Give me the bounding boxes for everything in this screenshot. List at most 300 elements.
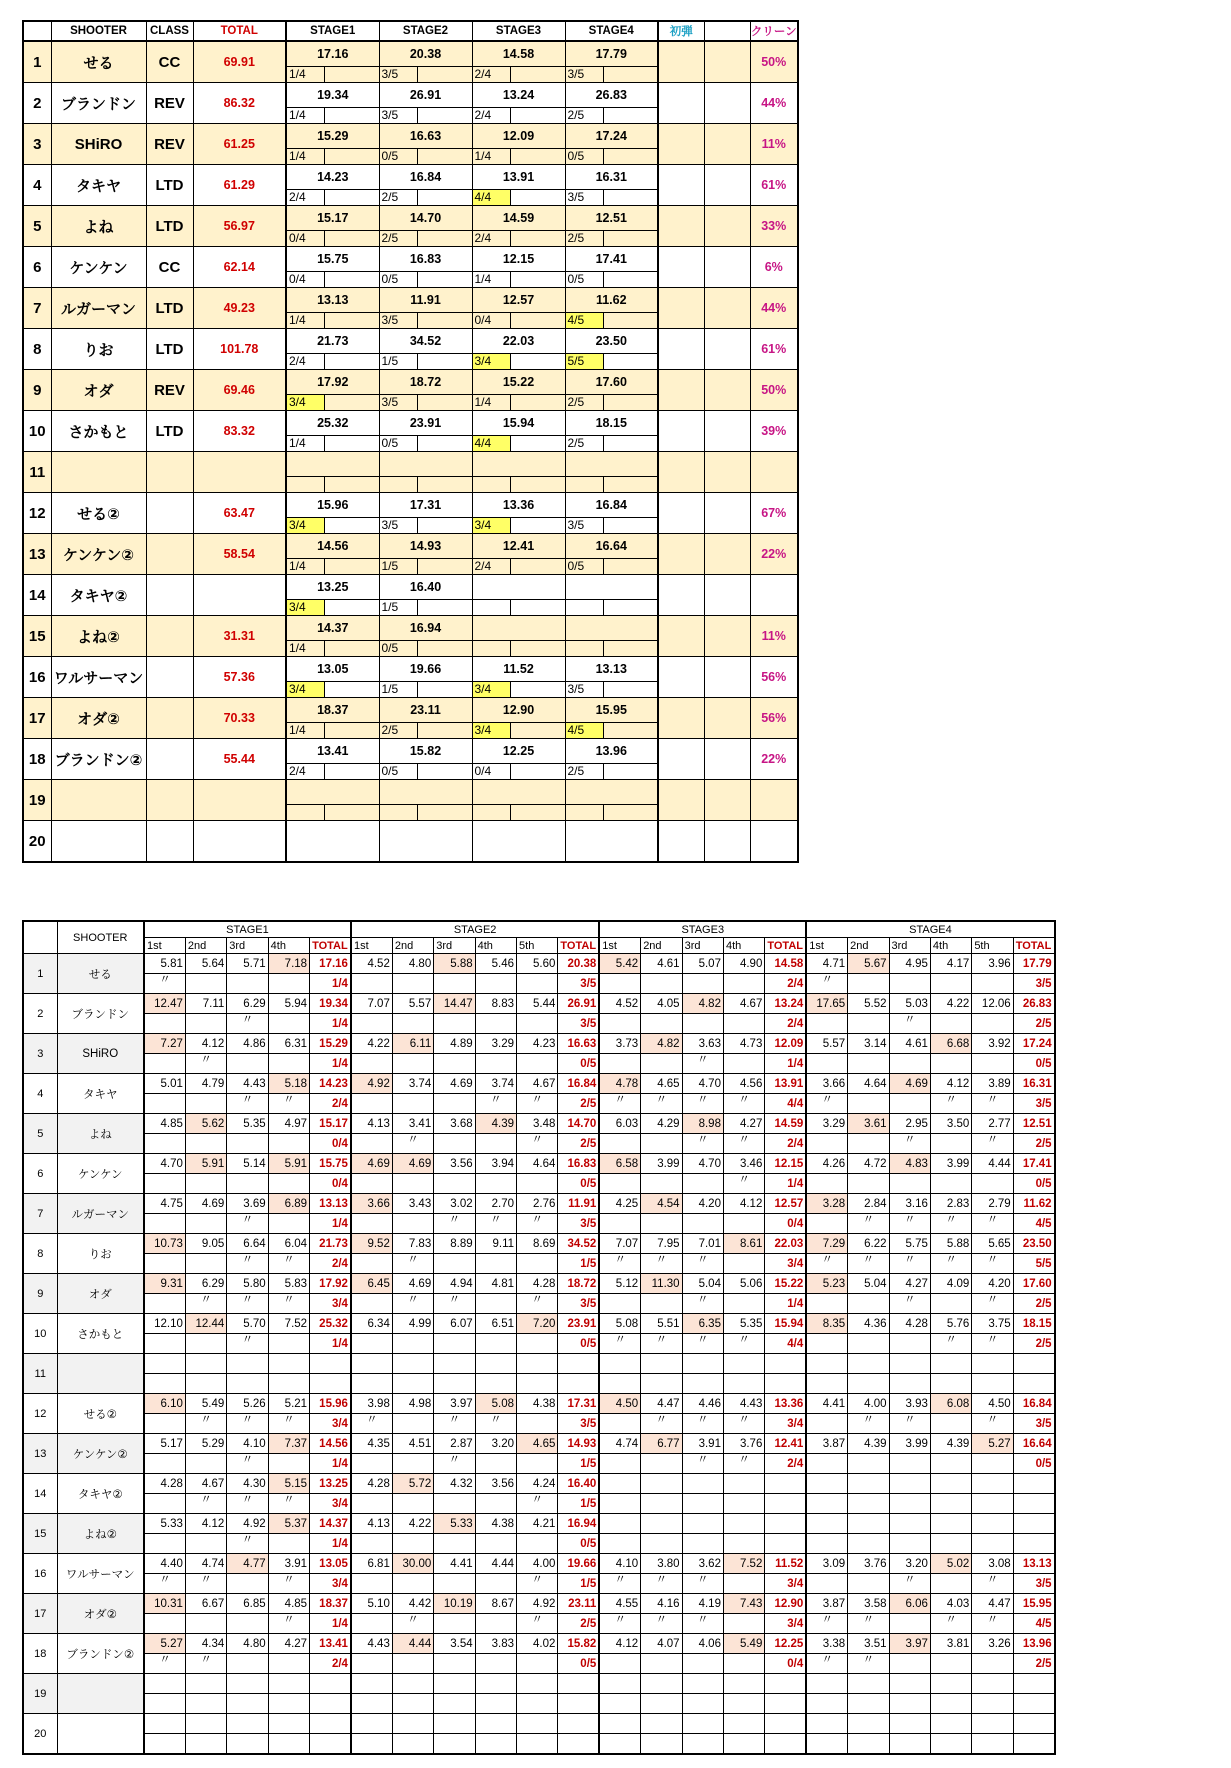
- shot-time: 3.29: [475, 1034, 516, 1054]
- stage-hits-row: [473, 435, 565, 451]
- stage-hits-row: [473, 681, 565, 697]
- total-cell: 61.25: [193, 124, 286, 165]
- hit-mark: [972, 1654, 1013, 1674]
- stage-hits-blank: [511, 805, 564, 820]
- stage3-cell: [472, 370, 565, 411]
- hit-mark-glyph: 〃: [241, 1253, 254, 1266]
- stage-total: 17.92: [310, 1274, 351, 1294]
- stage-hits-row: [473, 558, 565, 574]
- hit-mark: [682, 1374, 723, 1394]
- stage-hits: 2/4: [473, 231, 512, 246]
- shot-time: 4.74: [599, 1434, 640, 1454]
- stage-hits: 3/4: [310, 1414, 351, 1434]
- shot-time: 8.35: [806, 1314, 847, 1334]
- shot-time: 7.52: [268, 1314, 309, 1334]
- shot-time: 4.12: [723, 1194, 764, 1214]
- stage-hits-blank: [511, 395, 564, 410]
- shot-label-header: 1st: [806, 938, 847, 954]
- stage-time: 16.31: [595, 170, 627, 184]
- shot-time: 4.89: [434, 1034, 475, 1054]
- stage-time: 13.13: [317, 293, 349, 307]
- stage4-cell: [565, 206, 658, 247]
- stage-time: 34.52: [409, 334, 442, 348]
- shot-time: [972, 1674, 1013, 1694]
- stage-time: 13.36: [502, 498, 535, 512]
- stage-hits-blank: [604, 190, 657, 205]
- stage-hits: 0/5: [558, 1334, 599, 1354]
- hit-mark-glyph: 〃: [283, 1413, 295, 1426]
- shooter-name: さかもと: [51, 411, 146, 452]
- hit-mark-glyph: 〃: [490, 1413, 502, 1426]
- hit-mark-glyph: 〃: [821, 1653, 833, 1666]
- stage-hits-row: [287, 435, 379, 451]
- hit-mark: [475, 1134, 516, 1154]
- stage-total: 16.83: [558, 1154, 599, 1174]
- stage2-cell: [379, 288, 472, 329]
- shot-time: 4.82: [682, 994, 723, 1014]
- shot-time: 5.57: [392, 994, 433, 1014]
- stage-hits: 3/5: [558, 974, 599, 994]
- shot-time: [185, 1354, 226, 1374]
- shot-time: [392, 1674, 433, 1694]
- hit-mark: [599, 1254, 640, 1274]
- shot-time: 5.83: [268, 1274, 309, 1294]
- hit-mark: [144, 1534, 185, 1554]
- stage-hits-row: [287, 107, 379, 123]
- stage-hits: [1013, 1734, 1054, 1755]
- stage-hits-blank: [325, 436, 378, 451]
- first-shot-cell-2: [704, 83, 750, 124]
- shot-time: 30.00: [392, 1554, 433, 1574]
- shot-time: [806, 1354, 847, 1374]
- detail-row: [23, 1074, 1055, 1094]
- stage-time: [287, 454, 379, 474]
- stage-hits: [310, 1734, 351, 1755]
- stage-hits-row: [566, 66, 658, 82]
- hit-mark: [806, 1094, 847, 1114]
- hit-mark: [434, 1134, 475, 1154]
- stage-hits: 1/4: [310, 1014, 351, 1034]
- hit-mark: [227, 974, 268, 994]
- stage2-cell: [379, 616, 472, 657]
- hit-mark: [434, 1734, 475, 1755]
- shot-time: [351, 1714, 392, 1734]
- shot-time: [599, 1514, 640, 1534]
- stage-time: 15.94: [502, 416, 535, 430]
- stage-hits-blank: [418, 436, 471, 451]
- stage-total: 15.94: [765, 1314, 806, 1334]
- shot-label-header: 4th: [930, 938, 971, 954]
- stage-hits-blank: [325, 108, 378, 123]
- shot-time: 4.12: [930, 1074, 971, 1094]
- first-shot-cell-2: [704, 247, 750, 288]
- hit-mark-glyph: 〃: [200, 1653, 212, 1666]
- hit-mark: [144, 1254, 185, 1274]
- hit-mark: [848, 1134, 889, 1154]
- stage-hits: 2/4: [473, 559, 512, 574]
- shot-time: 5.15: [268, 1474, 309, 1494]
- stage-hits-blank: [325, 190, 378, 205]
- shooter-name: ルガーマン: [51, 288, 146, 329]
- shot-label-header: 2nd: [848, 938, 889, 954]
- stage-time: 12.15: [502, 252, 535, 266]
- hit-mark: [144, 1054, 185, 1074]
- hit-mark: [185, 1054, 226, 1074]
- stage-hits: [566, 805, 604, 820]
- shot-time: 3.63: [682, 1034, 723, 1054]
- stage-hits-row: [566, 599, 658, 615]
- class-cell: LTD: [146, 288, 193, 329]
- detail-row: [23, 994, 1055, 1014]
- hit-mark: [972, 1574, 1013, 1594]
- detail-row-hits: [23, 1654, 1055, 1674]
- stage1-cell: [286, 575, 379, 616]
- shot-time: 3.69: [227, 1194, 268, 1214]
- stage-hits-row: [566, 804, 658, 820]
- stage-time: 14.56: [317, 539, 349, 553]
- first-shot-cell-2: [704, 657, 750, 698]
- hit-mark: [723, 1494, 764, 1514]
- stage-hits: 3/4: [765, 1414, 806, 1434]
- stage-total-header: TOTAL: [1013, 938, 1054, 954]
- stage-time: 26.83: [595, 88, 627, 102]
- stage-hits-blank: [511, 436, 564, 451]
- hit-mark: [848, 1414, 889, 1434]
- hit-mark: [972, 1614, 1013, 1634]
- shot-time: 17.65: [806, 994, 847, 1014]
- hit-mark-glyph: 〃: [738, 1093, 750, 1106]
- stage-hits-blank: [418, 477, 471, 492]
- stage-hits: 1/4: [310, 1454, 351, 1474]
- hit-mark: [144, 1414, 185, 1434]
- hit-mark: [930, 1414, 971, 1434]
- hit-mark: [682, 1334, 723, 1354]
- stage-hits: [765, 1494, 806, 1514]
- row-number: 6: [23, 247, 51, 288]
- hit-mark: [185, 1294, 226, 1314]
- shot-time: 4.12: [599, 1634, 640, 1654]
- shot-time: 3.62: [682, 1554, 723, 1574]
- stage-hits: 2/4: [310, 1254, 351, 1274]
- shot-time: 3.96: [972, 954, 1013, 974]
- shot-time: 14.47: [434, 994, 475, 1014]
- shot-time: [599, 1354, 640, 1374]
- stage-time: 17.92: [317, 375, 349, 389]
- stage-hits: 2/4: [765, 1014, 806, 1034]
- hit-mark: [227, 1214, 268, 1234]
- stage-hits-row: [380, 640, 472, 656]
- shot-time: 3.83: [475, 1634, 516, 1654]
- class-cell: [146, 616, 193, 657]
- stage-time: 16.84: [595, 498, 627, 512]
- shooter-name: ブランドン: [51, 83, 146, 124]
- stage-total: 18.72: [558, 1274, 599, 1294]
- stage-hits-blank: [604, 682, 657, 697]
- stage-hits-blank: [511, 518, 564, 533]
- hit-mark: [682, 1014, 723, 1034]
- hit-mark: [682, 1054, 723, 1074]
- hit-mark-glyph: 〃: [241, 1293, 254, 1306]
- shot-time: 4.65: [517, 1434, 558, 1454]
- stage-hits: 4/4: [473, 436, 512, 451]
- shot-time: 5.88: [930, 1234, 971, 1254]
- stage-hits: 3/5: [558, 1014, 599, 1034]
- hit-mark: [848, 1094, 889, 1114]
- stage-hits-row: [566, 271, 658, 287]
- hit-mark: [392, 1734, 433, 1755]
- row-number: 11: [23, 1354, 57, 1394]
- hit-mark: [351, 1374, 392, 1394]
- shot-time: 4.26: [806, 1154, 847, 1174]
- hit-mark: [434, 1454, 475, 1474]
- num-header: [23, 921, 57, 954]
- stage-hits-row: [473, 271, 565, 287]
- hit-mark: [392, 1054, 433, 1074]
- shot-time: 6.85: [227, 1594, 268, 1614]
- stage-total: 26.83: [1013, 994, 1054, 1014]
- hit-mark: [599, 1214, 640, 1234]
- hit-mark: [723, 1654, 764, 1674]
- hit-mark-glyph: 〃: [945, 1613, 957, 1626]
- hit-mark-glyph: 〃: [821, 1253, 833, 1266]
- shot-time: 5.49: [185, 1394, 226, 1414]
- clean-cell: 22%: [750, 739, 798, 780]
- stage-hits-row: [566, 107, 658, 123]
- shot-time: [806, 1514, 847, 1534]
- hit-mark-glyph: 〃: [655, 1333, 668, 1346]
- shot-time: 5.21: [268, 1394, 309, 1414]
- stage-time: 13.25: [317, 580, 349, 594]
- stage-time: [566, 577, 658, 597]
- stage-hits: 1/5: [380, 682, 419, 697]
- stage-total: [1013, 1674, 1054, 1694]
- row-number: 14: [23, 575, 51, 616]
- hit-mark: [972, 1054, 1013, 1074]
- shot-time: [848, 1514, 889, 1534]
- shot-time: [682, 1474, 723, 1494]
- shot-time: 6.11: [392, 1034, 433, 1054]
- shot-time: 6.29: [227, 994, 268, 1014]
- shot-label-header: 2nd: [185, 938, 226, 954]
- hit-mark: [144, 1134, 185, 1154]
- shot-time: 6.68: [930, 1034, 971, 1054]
- hit-mark: [682, 1174, 723, 1194]
- shot-time: 5.44: [517, 994, 558, 1014]
- hit-mark: [185, 1734, 226, 1755]
- stage-total: [765, 1474, 806, 1494]
- shot-time: 3.50: [930, 1114, 971, 1134]
- shot-time: [185, 1714, 226, 1734]
- hit-mark: [227, 1494, 268, 1514]
- hit-mark: [268, 1494, 309, 1514]
- shot-time: [972, 1714, 1013, 1734]
- hit-mark: [434, 1654, 475, 1674]
- hit-mark: [599, 1374, 640, 1394]
- stage-time: 17.31: [409, 498, 442, 512]
- hit-mark: [227, 1254, 268, 1274]
- stage-hits-blank: [418, 190, 471, 205]
- hit-mark: [972, 1214, 1013, 1234]
- hit-mark: [723, 1534, 764, 1554]
- stage-hits: 1/5: [558, 1454, 599, 1474]
- stage-total: 16.84: [1013, 1394, 1054, 1414]
- first-shot-cell-2: [704, 288, 750, 329]
- hit-mark: [185, 1334, 226, 1354]
- shot-time: [144, 1354, 185, 1374]
- hit-mark: [434, 1254, 475, 1274]
- detail-row: [23, 1514, 1055, 1534]
- stage-total: 23.91: [558, 1314, 599, 1334]
- stage-hits: 1/4: [765, 1054, 806, 1074]
- hit-mark-glyph: 〃: [283, 1093, 295, 1106]
- shot-time: 4.81: [475, 1274, 516, 1294]
- stage-hits-blank: [604, 518, 657, 533]
- hit-mark: [434, 1614, 475, 1634]
- detail-row-hits: [23, 1574, 1055, 1594]
- hit-mark: [434, 1054, 475, 1074]
- hit-mark: [806, 1694, 847, 1714]
- hit-mark: [268, 1014, 309, 1034]
- shot-time: 4.52: [599, 994, 640, 1014]
- hit-mark-glyph: 〃: [655, 1253, 668, 1266]
- hit-mark: [392, 1174, 433, 1194]
- row-number: 2: [23, 83, 51, 124]
- shot-time: 4.97: [268, 1114, 309, 1134]
- hit-mark: [723, 1334, 764, 1354]
- shooter-name: [51, 821, 146, 863]
- hit-mark-glyph: 〃: [655, 1573, 668, 1586]
- hit-mark: [848, 1574, 889, 1594]
- shot-time: 3.75: [972, 1314, 1013, 1334]
- stage-time: 18.37: [317, 703, 349, 717]
- hit-mark: [806, 1214, 847, 1234]
- stage-hits: 4/4: [765, 1334, 806, 1354]
- stage-time: 13.91: [502, 170, 535, 184]
- hit-mark-glyph: 〃: [159, 973, 171, 986]
- shot-time: 4.30: [227, 1474, 268, 1494]
- class-cell: [146, 657, 193, 698]
- shot-time: 4.69: [392, 1154, 433, 1174]
- hit-mark: [517, 1414, 558, 1434]
- hit-mark: [517, 1614, 558, 1634]
- hit-mark: [268, 1214, 309, 1234]
- shot-time: 3.26: [972, 1634, 1013, 1654]
- stage-hits-blank: [325, 518, 378, 533]
- hit-mark: [351, 1534, 392, 1554]
- hit-mark: [930, 1654, 971, 1674]
- stage-time: 13.41: [317, 744, 349, 758]
- stage1-cell: [286, 329, 379, 370]
- hit-mark: [268, 1654, 309, 1674]
- stage-hits-blank: [325, 559, 378, 574]
- stage-hits-row: [287, 476, 379, 492]
- stage-total: 15.22: [765, 1274, 806, 1294]
- hit-mark: [972, 1374, 1013, 1394]
- shot-time: 4.41: [806, 1394, 847, 1414]
- shot-time: 4.80: [227, 1634, 268, 1654]
- stage-total: 15.29: [310, 1034, 351, 1054]
- hit-mark: [227, 1534, 268, 1554]
- hit-mark: [268, 1614, 309, 1634]
- hit-mark: [848, 1454, 889, 1474]
- shooter-name: ブランドン: [57, 994, 144, 1034]
- hit-mark: [144, 1574, 185, 1594]
- stage-hits-row: [287, 517, 379, 533]
- hit-mark: [682, 1414, 723, 1434]
- stage-hits-blank: [511, 477, 564, 492]
- stage-hits-blank: [418, 231, 471, 246]
- stage-hits: 3/4: [310, 1294, 351, 1314]
- shot-time: 7.83: [392, 1234, 433, 1254]
- class-cell: REV: [146, 124, 193, 165]
- stage-hits-row: [566, 640, 658, 656]
- hit-mark: [641, 1134, 682, 1154]
- first-shot-cell-2: [704, 329, 750, 370]
- hit-mark: [517, 1534, 558, 1554]
- stage-time: 12.90: [502, 703, 535, 717]
- shot-time: [723, 1674, 764, 1694]
- hit-mark: [227, 1094, 268, 1114]
- stage2-cell: [379, 698, 472, 739]
- hit-mark-glyph: 〃: [862, 1653, 875, 1666]
- hit-mark: [972, 1334, 1013, 1354]
- stage-time: 16.84: [409, 170, 442, 184]
- stage2-cell: [379, 124, 472, 165]
- detail-row: [23, 1394, 1055, 1414]
- stage-total: 22.03: [765, 1234, 806, 1254]
- hit-mark-glyph: 〃: [531, 1093, 543, 1106]
- hit-mark: [889, 1294, 930, 1314]
- shot-time: [475, 1354, 516, 1374]
- hit-mark: [517, 1374, 558, 1394]
- clean-cell: 11%: [750, 124, 798, 165]
- stage-total: 21.73: [310, 1234, 351, 1254]
- hit-mark-glyph: 〃: [241, 1533, 254, 1546]
- class-cell: [146, 452, 193, 493]
- stage-time: 17.79: [595, 47, 627, 61]
- clean-cell: [750, 575, 798, 616]
- stage-total: [765, 1674, 806, 1694]
- stage2-cell: [379, 41, 472, 83]
- summary-row: [23, 165, 798, 206]
- hit-mark: [930, 1734, 971, 1755]
- stage-hits: 2/4: [287, 354, 325, 369]
- shot-time: 7.95: [641, 1234, 682, 1254]
- stage-time: 12.51: [595, 211, 627, 225]
- row-number: 16: [23, 657, 51, 698]
- first-shot-cell: [658, 739, 704, 780]
- stage4-cell: [565, 739, 658, 780]
- total-cell: 31.31: [193, 616, 286, 657]
- detail-row-hits: [23, 1374, 1055, 1394]
- shot-time: 5.80: [227, 1274, 268, 1294]
- stage-hits: 0/5: [558, 1174, 599, 1194]
- hit-mark-glyph: 〃: [614, 1613, 626, 1626]
- shot-label-header: 3rd: [434, 938, 475, 954]
- class-cell: [146, 534, 193, 575]
- shot-time: 3.76: [848, 1554, 889, 1574]
- hit-mark: [930, 974, 971, 994]
- shooter-header: SHOOTER: [57, 921, 144, 954]
- hit-mark-glyph: 〃: [903, 1413, 916, 1426]
- stage-hits-row: [566, 312, 658, 328]
- hit-mark: [475, 1614, 516, 1634]
- hit-mark: [227, 1134, 268, 1154]
- hit-mark-glyph: 〃: [945, 1253, 957, 1266]
- stage2-cell: [379, 452, 472, 493]
- stage-hits: 4/5: [566, 723, 604, 738]
- hit-mark: [682, 1614, 723, 1634]
